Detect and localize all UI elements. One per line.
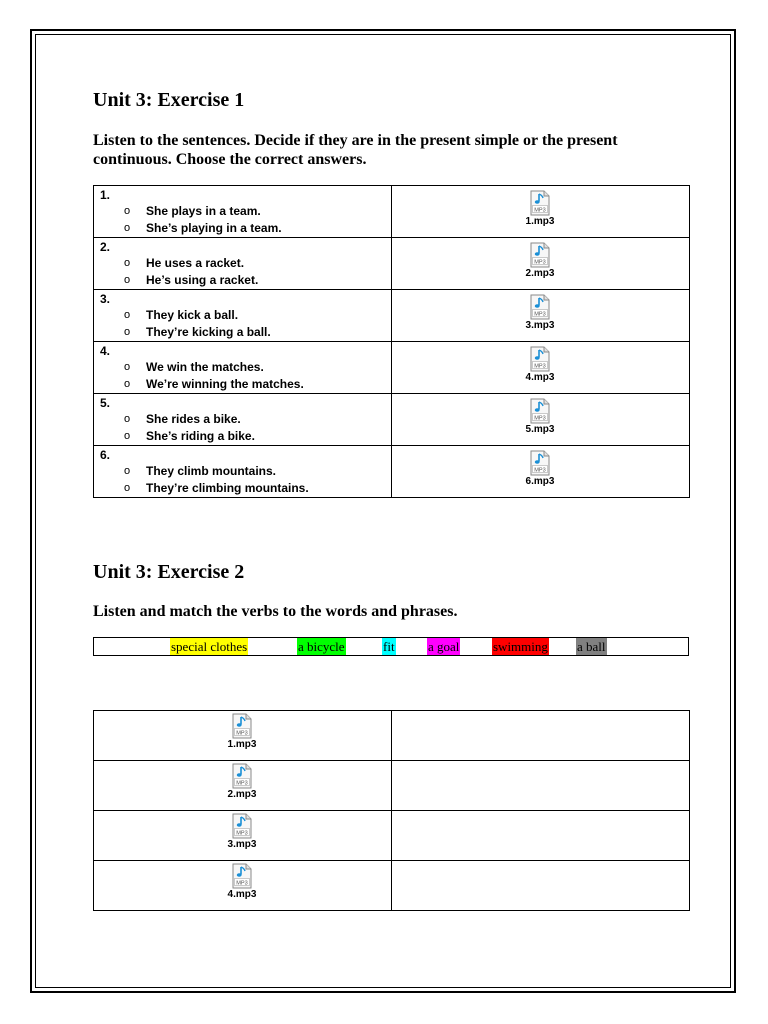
answer-cell[interactable] [392,711,690,761]
mp3-file-icon [231,813,253,839]
svg-text:MP3: MP3 [534,311,546,318]
exercise2-row [94,761,690,811]
exercise1-row [94,394,690,446]
audio-file-attachment[interactable] [222,763,262,801]
item-number: 5. [100,396,111,410]
item-number: 4. [100,344,111,358]
svg-text:MP3: MP3 [236,880,248,887]
answer-option[interactable] [94,480,391,497]
svg-text:MP3: MP3 [534,467,546,474]
option-bullet: o [124,378,131,390]
option-text: She’s playing in a team. [146,221,282,235]
audio-cell [94,711,392,761]
audio-cell [392,342,690,394]
audio-file-attachment[interactable] [520,242,560,280]
file-name: 2.mp3 [227,789,257,800]
option-bullet: o [124,430,131,442]
svg-text:MP3: MP3 [534,415,546,422]
audio-file-attachment[interactable] [520,294,560,332]
audio-cell [94,811,392,861]
option-text: We win the matches. [146,360,264,374]
audio-file-attachment[interactable] [520,450,560,488]
answer-option[interactable] [94,428,391,445]
audio-cell [94,861,392,911]
word-bank-item: swimming [493,639,548,654]
option-text: She rides a bike. [146,412,241,426]
answer-cell[interactable] [392,761,690,811]
word-bank [93,637,689,656]
mp3-file-icon [529,242,551,268]
option-text: They kick a ball. [146,308,239,322]
audio-file-attachment[interactable] [520,190,560,228]
file-name: 1.mp3 [227,739,257,750]
option-text: We’re winning the matches. [146,377,304,391]
audio-cell [392,238,690,290]
answer-option[interactable] [94,255,391,272]
exercise2-row [94,711,690,761]
option-text: They’re kicking a ball. [146,325,271,339]
exercise1-instructions: Listen to the sentences. Decide if they are in the present simple or the present continuous. Choose the correct answers. [93,132,618,168]
word-bank-item: a ball [577,639,606,654]
answer-option[interactable] [94,411,391,428]
sentence-cell [94,290,392,342]
audio-file-attachment[interactable] [222,863,262,901]
answer-option[interactable] [94,220,391,237]
svg-text:MP3: MP3 [236,780,248,787]
mp3-file-icon [529,450,551,476]
answer-option[interactable] [94,463,391,480]
exercise1-row [94,290,690,342]
sentence-cell [94,342,392,394]
file-name: 4.mp3 [227,889,257,900]
word-bank-item: a goal [428,639,460,654]
option-bullet: o [124,309,131,321]
file-name: 6.mp3 [525,476,555,487]
option-bullet: o [124,205,131,217]
exercise1-row [94,186,690,238]
mp3-file-icon [231,713,253,739]
option-bullet: o [124,413,131,425]
svg-text:MP3: MP3 [236,730,248,737]
svg-text:MP3: MP3 [534,259,546,266]
mp3-file-icon [231,863,253,889]
option-bullet: o [124,465,131,477]
exercise2-row [94,861,690,911]
answer-option[interactable] [94,272,391,289]
exercise1-row [94,238,690,290]
file-name: 3.mp3 [227,839,257,850]
answer-option[interactable] [94,376,391,393]
option-bullet: o [124,361,131,373]
exercise1-title: Unit 3: Exercise 1 [93,89,245,111]
file-name: 5.mp3 [525,424,555,435]
exercise1-row [94,342,690,394]
option-text: They’re climbing mountains. [146,481,309,495]
audio-file-attachment[interactable] [222,713,262,751]
option-text: He uses a racket. [146,256,245,270]
file-name: 1.mp3 [525,216,555,227]
sentence-cell [94,394,392,446]
answer-option[interactable] [94,203,391,220]
audio-file-attachment[interactable] [222,813,262,851]
word-bank-item: fit [383,639,395,654]
word-bank-item: special clothes [171,639,248,654]
option-text: They climb mountains. [146,464,277,478]
svg-text:MP3: MP3 [534,207,546,214]
audio-cell [392,394,690,446]
svg-text:MP3: MP3 [236,830,248,837]
mp3-file-icon [529,190,551,216]
item-number: 2. [100,240,111,254]
file-name: 4.mp3 [525,372,555,383]
file-name: 2.mp3 [525,268,555,279]
answer-cell[interactable] [392,861,690,911]
exercise1-row [94,446,690,498]
mp3-file-icon [529,294,551,320]
answer-option[interactable] [94,324,391,341]
option-bullet: o [124,222,131,234]
answer-option[interactable] [94,359,391,376]
exercise1-table [93,185,690,498]
sentence-cell [94,446,392,498]
sentence-cell [94,238,392,290]
answer-cell[interactable] [392,811,690,861]
mp3-file-icon [529,346,551,372]
item-number: 6. [100,448,111,462]
audio-cell [392,186,690,238]
item-number: 3. [100,292,111,306]
mp3-file-icon [231,763,253,789]
exercise2-instructions: Listen and match the verbs to the words and phrases. [93,603,458,620]
option-bullet: o [124,326,131,338]
sentence-cell [94,186,392,238]
exercise2-title: Unit 3: Exercise 2 [93,561,245,583]
option-text: She’s riding a bike. [146,429,255,443]
audio-cell [94,761,392,811]
svg-text:MP3: MP3 [534,363,546,370]
audio-file-attachment[interactable] [520,346,560,384]
option-bullet: o [124,257,131,269]
file-name: 3.mp3 [525,320,555,331]
exercise2-match-table [93,710,690,911]
audio-cell [392,446,690,498]
item-number: 1. [100,188,111,202]
option-text: He’s using a racket. [146,273,259,287]
option-bullet: o [124,482,131,494]
audio-file-attachment[interactable] [520,398,560,436]
option-bullet: o [124,274,131,286]
audio-cell [392,290,690,342]
mp3-file-icon [529,398,551,424]
answer-option[interactable] [94,307,391,324]
exercise2-row [94,811,690,861]
word-bank-item: a bicycle [298,639,345,654]
option-text: She plays in a team. [146,204,261,218]
